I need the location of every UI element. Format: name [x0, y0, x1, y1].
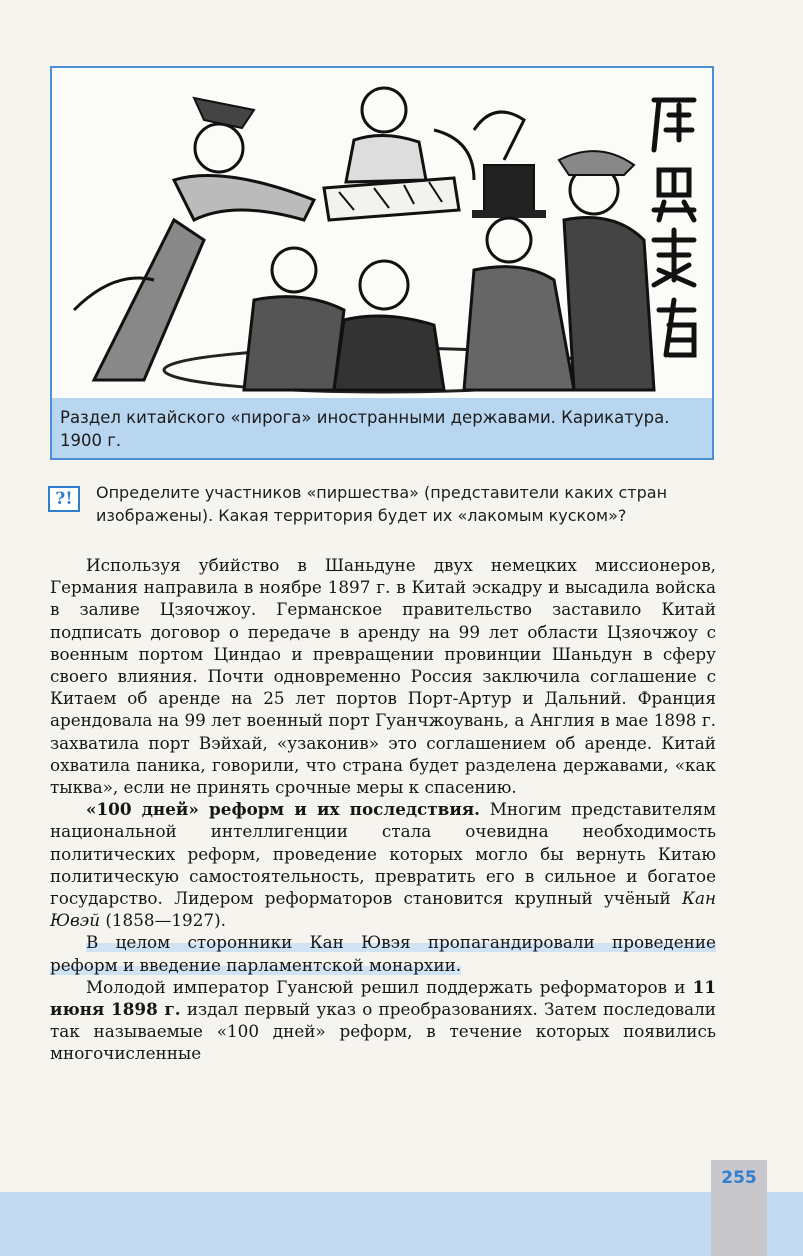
paragraph-text: Многим представителям национальной интеллигенции стала очевидна необходимость политических реформ, проведение которых могло бы вернуть Китаю политическую самостоятельность, превратить его в сильное и богатое государство. Лидером реформаторов становится крупный учёный — [50, 799, 716, 909]
person-name: Кан Ювэй — [50, 888, 716, 931]
paragraph-text: (1858—1927). — [100, 910, 226, 931]
paragraph-text: Молодой император Гуансюй решил поддержать реформаторов и — [86, 976, 693, 997]
highlighted-text: В целом сторонники Кан Ювэя пропагандировали проведение реформ и введение парламентской монархии. — [50, 932, 716, 975]
caricature-drawing — [54, 70, 710, 394]
caption-band — [52, 398, 712, 458]
paragraph-text: издал первый указ о преобразованиях. Затем последовали так называемые «100 дней» реформ, в течение которых появились многочисленные — [50, 999, 716, 1064]
page-tab — [711, 1160, 767, 1256]
caricature-illustration — [54, 70, 710, 394]
paragraph — [50, 798, 716, 931]
body-text — [50, 554, 716, 1065]
question-text: Определите участников «пиршества» (представители каких стран изображены). Какая территория будет их «лакомым куском»? — [96, 483, 668, 525]
footer-band — [0, 1192, 803, 1256]
figure-caption: Раздел китайского «пирога» иностранными державами. Карикатура. 1900 г. — [60, 408, 670, 450]
paragraph: Используя убийство в Шаньдуне двух немецких миссионеров, Германия направила в ноябре 1897 г. в Китай эскадру и высадила войска в заливе Цзяочжоу. Германское правительство заставило Китай подписать договор о передаче в аренду на 99 лет области Цзяочжоу с военным портом Циндао и превращении провинции Шаньдун в сферу своего влияния. Почти одновременно Россия заключила соглашение с Китаем об аренде на 25 лет портов Порт-Артур и Дальний. Франция арендовала на 99 лет военный порт Гуанчжоувань, а Англия в мае 1898 г. захватила порт Вэйхай, «узаконив» это соглашением об аренде. Китай охватила паника, говорили, что страна будет разделена державами, «как тыква», если не принять срочные меры к спасению. — [50, 555, 716, 798]
paragraph — [50, 976, 716, 1065]
section-heading: «100 дней» реформ и их последствия. — [86, 799, 481, 820]
question-icon: ?! — [48, 486, 80, 512]
paragraph-highlighted — [50, 931, 716, 975]
figure — [50, 66, 714, 460]
page-number: 255 — [721, 1168, 757, 1188]
bold-date: 11 июня 1898 г. — [50, 976, 716, 1020]
